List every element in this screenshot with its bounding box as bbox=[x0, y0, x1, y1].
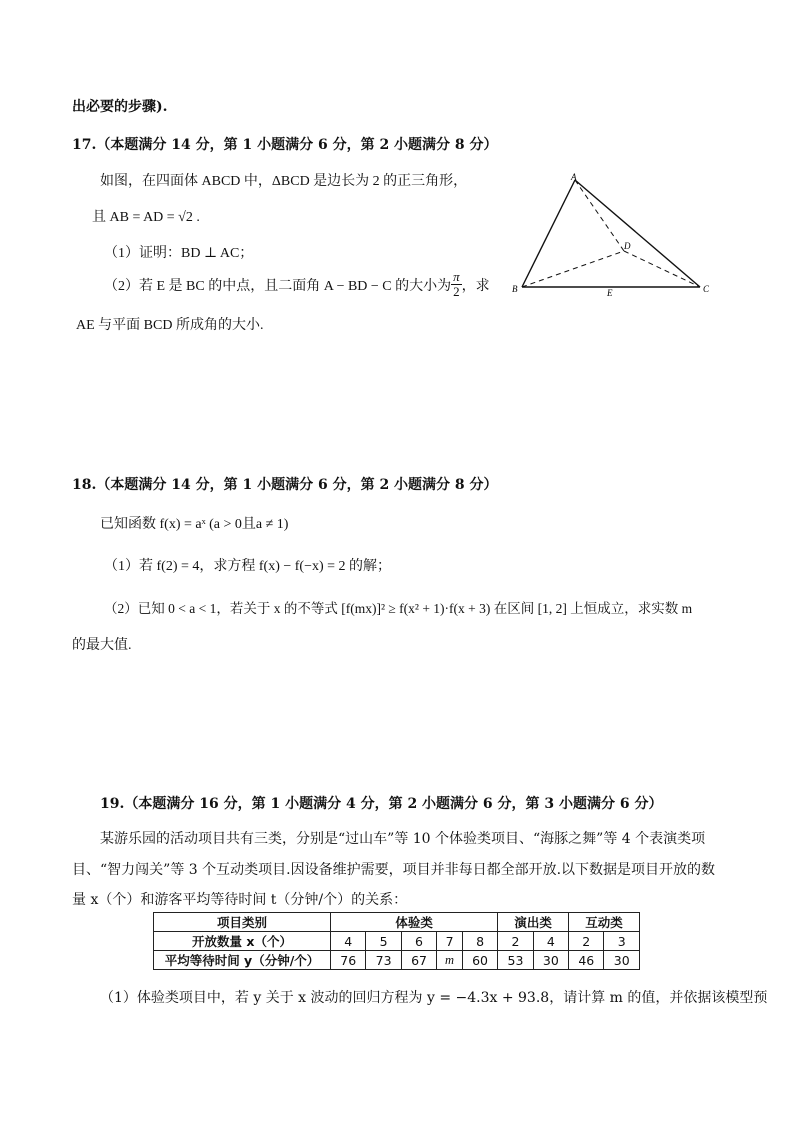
table-cell: 73 bbox=[366, 951, 401, 970]
q17-header: 17.（本题满分 14 分，第 1 小题满分 6 分，第 2 小题满分 8 分） bbox=[72, 137, 498, 153]
q18-header: 18.（本题满分 14 分，第 1 小题满分 6 分，第 2 小题满分 8 分） bbox=[72, 477, 498, 493]
q18-part1: （1）若 f(2) = 4，求方程 f(x) − f(−x) = 2 的解； bbox=[104, 559, 392, 574]
table-cell: 3 bbox=[604, 932, 640, 951]
q17-part2-post: ，求 bbox=[461, 278, 490, 294]
table-header-cell: 项目类别 bbox=[154, 913, 331, 932]
data-table bbox=[153, 912, 640, 970]
vertex-c-label: C bbox=[703, 284, 710, 294]
q19-part1: （1）体验类项目中，若 y 关于 x 波动的回归方程为 y = −4.3x + 93.8，请计算 m 的值，并依据该模型预 bbox=[100, 990, 768, 1006]
vertex-b-label: B bbox=[512, 284, 518, 294]
table-header-cell: 互动类 bbox=[569, 913, 640, 932]
table-header-cell: 演出类 bbox=[498, 913, 569, 932]
q17-part2-pre: （2）若 E 是 BC 的中点，且二面角 A − BD − C 的大小为 bbox=[104, 278, 452, 294]
table-cell: 46 bbox=[569, 951, 604, 970]
table-cell: 4 bbox=[533, 932, 568, 951]
q19-header: 19.（本题满分 16 分，第 1 小题满分 4 分，第 2 小题满分 6 分，第 3 小题满分 6 分） bbox=[100, 796, 663, 812]
q19-line2: 目、“智力闯关”等 3 个互动类项目.因设备维护需要，项目并非每日都全部开放.以下数据是项目开放的数 bbox=[72, 862, 716, 878]
q17-part2 bbox=[104, 270, 490, 299]
point-e-label: E bbox=[607, 288, 613, 298]
continued-text: 出必要的步骤). bbox=[72, 99, 168, 115]
table-row bbox=[154, 951, 640, 970]
q17-part1: （1）证明：BD ⊥ AC； bbox=[104, 246, 254, 261]
table-cell: 30 bbox=[533, 951, 568, 970]
table-row-label: 开放数量 x（个） bbox=[154, 932, 331, 951]
table-header-cell: 体验类 bbox=[331, 913, 498, 932]
pi-over-2-fraction bbox=[451, 270, 462, 299]
q17-line-last: AE 与平面 BCD 所成角的大小. bbox=[76, 318, 264, 333]
table-cell: 5 bbox=[366, 932, 401, 951]
table-cell: 8 bbox=[462, 932, 497, 951]
vertex-a-label: A bbox=[571, 172, 577, 182]
table-cell: 4 bbox=[331, 932, 366, 951]
table-cell: 7 bbox=[437, 932, 463, 951]
table-cell: 60 bbox=[462, 951, 497, 970]
q18-part2-cont: 的最大值. bbox=[72, 638, 132, 653]
q19-line3: 量 x（个）和游客平均等待时间 t（分钟/个）的关系： bbox=[72, 892, 408, 908]
table-cell: 53 bbox=[498, 951, 533, 970]
table-cell: 2 bbox=[569, 932, 604, 951]
q18-part2: （2）已知 0 < a < 1，若关于 x 的不等式 [f(mx)]² ≥ f(x² + 1)·f(x + 3) 在区间 [1, 2] 上恒成立，求实数 m bbox=[104, 601, 693, 616]
table-row-label: 平均等待时间 y（分钟/个） bbox=[154, 951, 331, 970]
fraction-denominator: 2 bbox=[453, 284, 460, 299]
q18-line1: 已知函数 f(x) = aˣ (a > 0且a ≠ 1) bbox=[100, 517, 289, 532]
q17-line2: 且 AB = AD = √2 . bbox=[92, 210, 200, 225]
table-cell: 6 bbox=[401, 932, 436, 951]
q19-line1: 某游乐园的活动项目共有三类，分别是“过山车”等 10 个体验类项目、“海豚之舞”等 4 个表演类项 bbox=[100, 831, 706, 847]
table-cell: m bbox=[437, 951, 463, 970]
table-cell: 67 bbox=[401, 951, 436, 970]
tetrahedron-figure bbox=[506, 168, 722, 298]
fraction-numerator: π bbox=[453, 269, 460, 284]
table-row bbox=[154, 913, 640, 932]
q17-line1: 如图，在四面体 ABCD 中，ΔBCD 是边长为 2 的正三角形， bbox=[100, 174, 468, 189]
table-row bbox=[154, 932, 640, 951]
table-cell: 2 bbox=[498, 932, 533, 951]
table-cell: 76 bbox=[331, 951, 366, 970]
edge-ac bbox=[575, 180, 700, 287]
edge-cd-dashed bbox=[624, 251, 700, 287]
vertex-d-label: D bbox=[624, 241, 631, 251]
table-cell: 30 bbox=[604, 951, 640, 970]
